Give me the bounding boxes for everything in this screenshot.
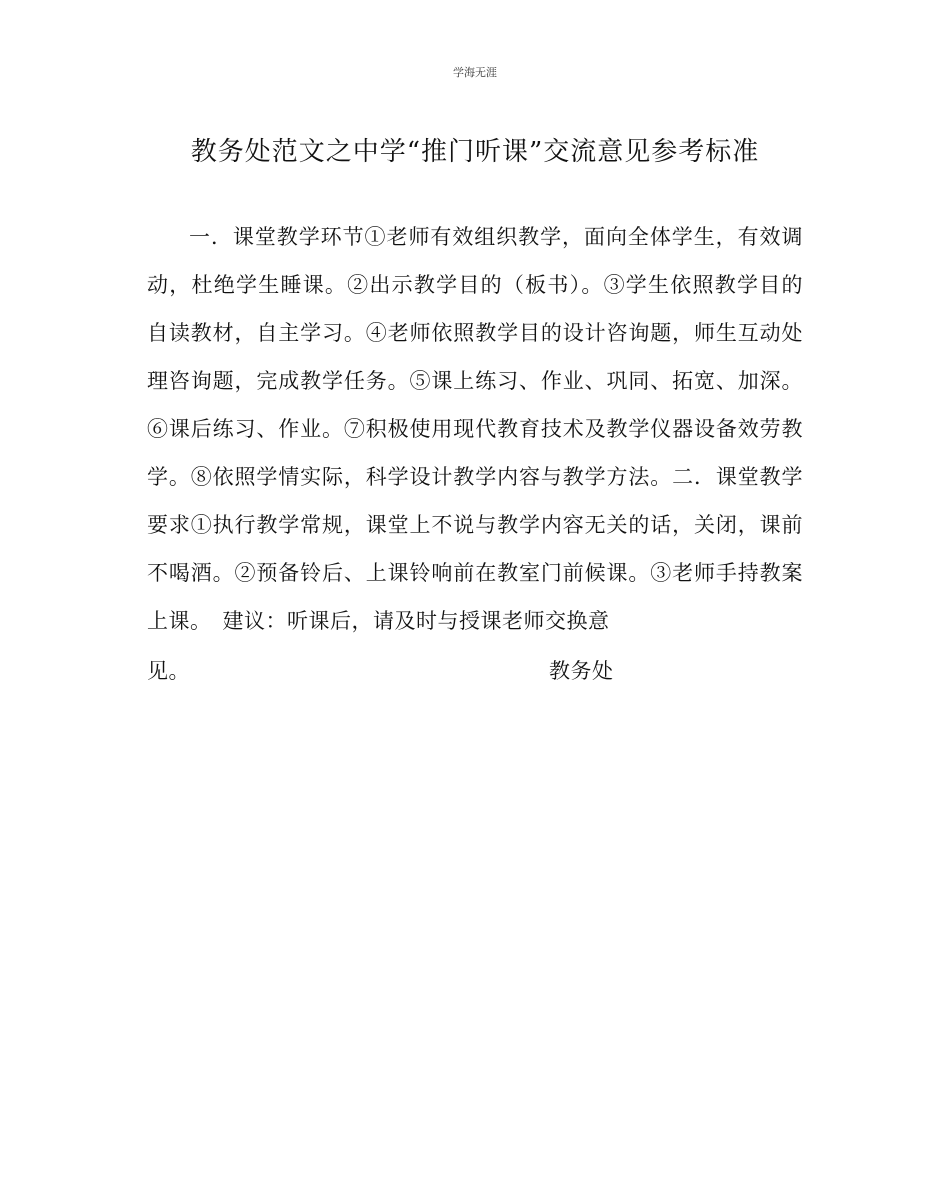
body-line: 不喝酒。②预备铃后、上课铃响前在教室门前候课。③老师手持教案	[147, 561, 803, 585]
body-line: 学。⑧依照学情实际，科学设计教学内容与教学方法。二．课堂教学	[147, 465, 803, 489]
body-line-last: 见。	[147, 659, 190, 683]
body-line: 要求①执行教学常规，课堂上不说与教学内容无关的话，关闭，课前	[147, 513, 803, 537]
body-line: 一．课堂教学环节①老师有效组织教学，面向全体学生，有效调	[189, 225, 803, 249]
body-line: 理咨询题，完成教学任务。⑤课上练习、作业、巩同、拓宽、加深。	[147, 369, 803, 393]
body-line: ⑥课后练习、作业。⑦积极使用现代教育技术及教学仪器设备效劳教	[147, 417, 803, 441]
body-line: 动，杜绝学生睡课。②出示教学目的（板书）。③学生依照教学目的	[147, 273, 803, 297]
body-line: 自读教材，自主学习。④老师依照教学目的设计咨询题，师生互动处	[147, 321, 803, 345]
document-title: 教务处范文之中学“推门听课”交流意见参考标准	[190, 137, 760, 167]
running-header: 学海无涯	[453, 66, 497, 79]
signature: 教务处	[549, 659, 614, 683]
body-line: 上课。 建议：听课后，请及时与授课老师交换意	[147, 609, 610, 633]
